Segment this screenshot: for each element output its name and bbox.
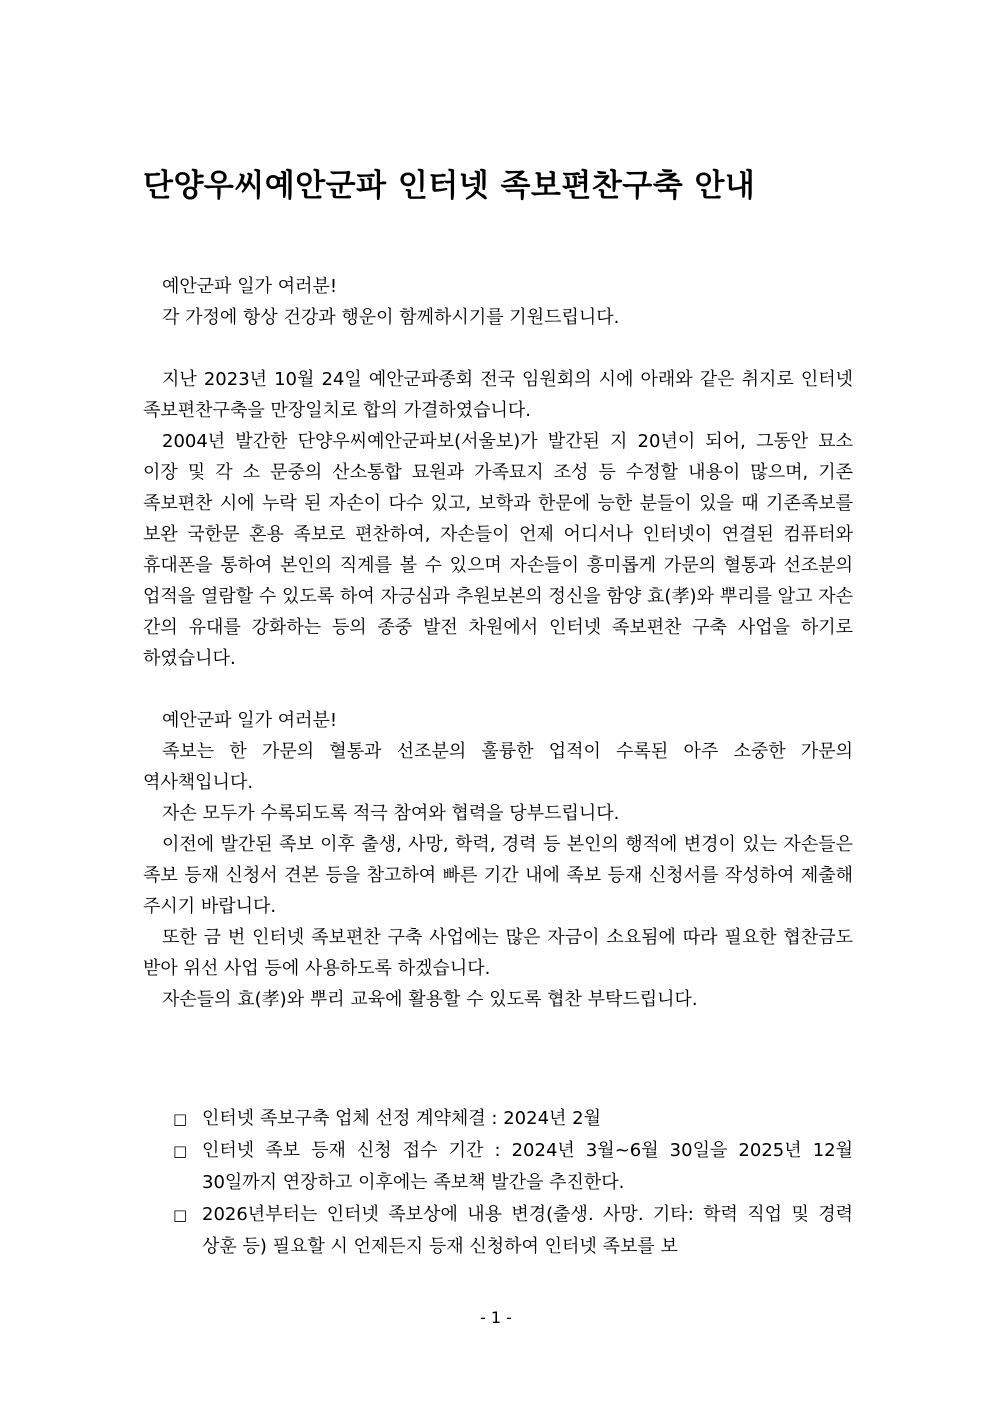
checkbox-square-icon: □	[173, 1206, 188, 1224]
application-paragraph: 이전에 발간된 족보 이후 출생, 사망, 학력, 경력 등 본인의 행적에 변경이 있는 자손들은 족보 등재 신청서 견본 등을 참고하여 빠른 기간 내에 족보 등재 신청서를 작성하여 제출해 주시기 바랍니다.	[143, 834, 853, 917]
document-title: 단양우씨예안군파 인터넷 족보편찬구축 안내	[143, 168, 756, 204]
list-item	[173, 1135, 853, 1199]
greeting-paragraph: 예안군파 일가 여러분!	[162, 276, 338, 297]
checkbox-square-icon: □	[173, 1110, 188, 1128]
list-item	[173, 1199, 853, 1263]
document-body	[143, 271, 853, 1015]
funding-paragraph: 또한 금 번 인터넷 족보편찬 구축 사업에는 많은 자금이 소요됨에 따라 필요한 협찬금도 받아 위선 사업 등에 사용하도록 하겠습니다.	[143, 927, 853, 979]
list-item	[173, 1103, 853, 1135]
schedule-list	[173, 1103, 853, 1263]
purpose-paragraph: 2004년 발간한 단양우씨예안군파보(서울보)가 발간된 지 20년이 되어, 그동안 묘소 이장 및 각 소 문중의 산소통합 묘원과 가족묘지 조성 등 수정할 내용이 많으며, 기존 족보편찬 시에 누락 된 자손이 다수 있고, 보학과 한문에 능한 분들이 있을 때 기존족보를 보완 국한문 혼용 족보로 편찬하여, 자손들이 언제 어디서나 인터넷이 연결된 컴퓨터와 휴대폰을 통하여 본인의 직계를 볼 수 있으며 자손들이 흥미롭게 가문의 혈통과 선조분의 업적을 열람할 수 있도록 하여 자긍심과 추원보본의 정신을 함양 효(孝)와 뿌리를 알고 자손 간의 유대를 강화하는 등의 종중 발전 차원에서 인터넷 족보편찬 구축 사업을 하기로 하였습니다.	[143, 431, 853, 669]
resolution-paragraph: 지난 2023년 10월 24일 예안군파종회 전국 임원회의 시에 아래와 같은 취지로 인터넷 족보편찬구축을 만장일치로 합의 가결하였습니다.	[143, 369, 853, 421]
list-item-text: 2026년부터는 인터넷 족보상에 내용 변경(출생. 사망. 기타: 학력 직업 및 경력 상훈 등) 필요할 시 언제든지 등재 신청하여 인터넷 족보를 보	[202, 1204, 853, 1257]
participation-paragraph: 자손 모두가 수록되도록 적극 참여와 협력을 당부드립니다.	[162, 803, 620, 824]
sponsorship-paragraph: 자손들의 효(孝)와 뿌리 교육에 활용할 수 있도록 협찬 부탁드립니다.	[162, 989, 698, 1010]
list-item-text: 인터넷 족보 등재 신청 접수 기간 : 2024년 3월~6월 30일을 2025년 12월 30일까지 연장하고 이후에는 족보책 발간을 추진한다.	[202, 1140, 853, 1193]
page-number: - 1 -	[480, 1308, 512, 1327]
greeting-paragraph-2: 예안군파 일가 여러분!	[162, 710, 338, 731]
importance-paragraph: 족보는 한 가문의 혈통과 선조분의 훌륭한 업적이 수록된 아주 소중한 가문의 역사책입니다.	[143, 741, 853, 793]
checkbox-square-icon: □	[173, 1142, 188, 1160]
list-item-text: 인터넷 족보구축 업체 선정 계약체결 : 2024년 2월	[202, 1108, 601, 1129]
wish-paragraph: 각 가정에 항상 건강과 행운이 함께하시기를 기원드립니다.	[162, 307, 620, 328]
